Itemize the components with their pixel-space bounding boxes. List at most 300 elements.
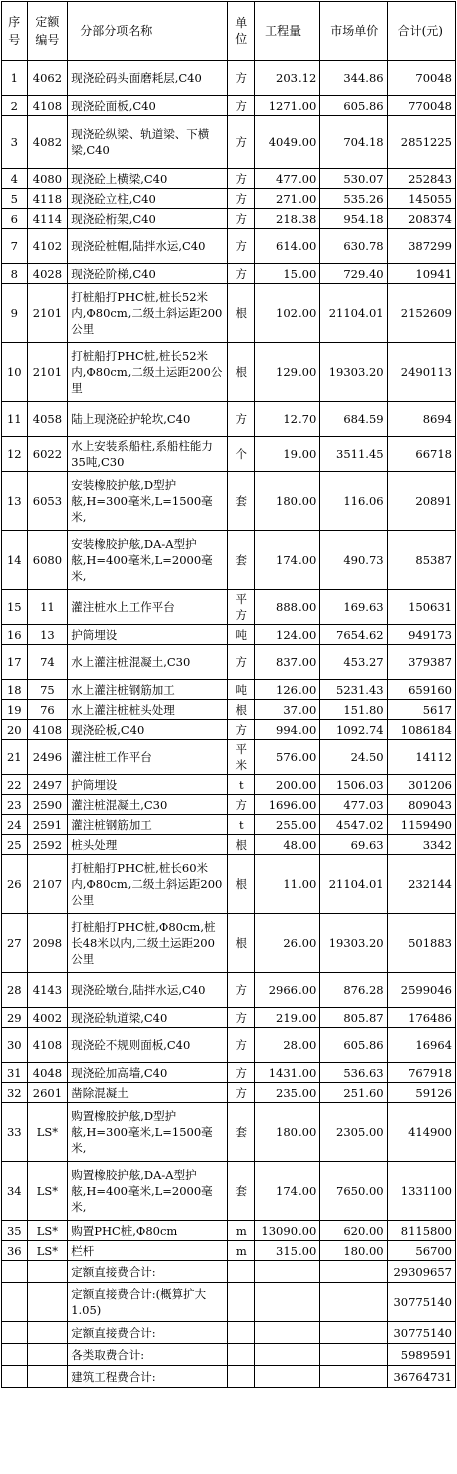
row-total: 232144: [387, 855, 455, 914]
summary-row: [2, 1261, 456, 1283]
table-row: [2, 402, 456, 437]
row-code: 2497: [27, 775, 68, 795]
row-total: 659160: [387, 680, 455, 700]
row-unit: 套: [228, 1162, 255, 1221]
row-name: 购置橡胶护舷,D型护舷,H=300毫米,L=1500毫米,: [68, 1103, 228, 1162]
row-price: 1092.74: [320, 720, 387, 740]
row-price: 477.03: [320, 795, 387, 815]
row-seq: 26: [2, 855, 28, 914]
row-total: 16964: [387, 1028, 455, 1063]
row-unit: 根: [228, 914, 255, 973]
row-qty: 1431.00: [255, 1063, 320, 1083]
row-code: 2591: [27, 815, 68, 835]
row-price: 5231.43: [320, 680, 387, 700]
table-row: [2, 645, 456, 680]
row-qty: 614.00: [255, 229, 320, 264]
row-code: LS*: [27, 1103, 68, 1162]
row-price: 21104.01: [320, 855, 387, 914]
row-unit: 方: [228, 1008, 255, 1028]
row-seq: 6: [2, 209, 28, 229]
row-total: 66718: [387, 437, 455, 472]
row-unit: 根: [228, 855, 255, 914]
table-row: [2, 209, 456, 229]
row-name: 打桩船打PHC桩,桩长52米内,Φ80cm,二级土斜运距200公里: [68, 284, 228, 343]
row-qty: 1696.00: [255, 795, 320, 815]
row-unit: 方: [228, 189, 255, 209]
summary-blank: [228, 1322, 255, 1344]
row-code: 4114: [27, 209, 68, 229]
row-seq: 31: [2, 1063, 28, 1083]
row-price: 605.86: [320, 1028, 387, 1063]
row-qty: 12.70: [255, 402, 320, 437]
row-unit: 方: [228, 1063, 255, 1083]
row-code: 2101: [27, 343, 68, 402]
row-total: 8115800: [387, 1221, 455, 1241]
row-name: 现浇砼纵梁、轨道梁、下横梁,C40: [68, 116, 228, 169]
row-code: 4082: [27, 116, 68, 169]
row-seq: 12: [2, 437, 28, 472]
row-name: 灌注桩混凝土,C30: [68, 795, 228, 815]
row-unit: 套: [228, 531, 255, 590]
row-qty: 218.38: [255, 209, 320, 229]
row-qty: 219.00: [255, 1008, 320, 1028]
row-name: 现浇砼板,C40: [68, 720, 228, 740]
row-code: 2107: [27, 855, 68, 914]
row-unit: 吨: [228, 625, 255, 645]
row-code: LS*: [27, 1162, 68, 1221]
row-unit: 根: [228, 343, 255, 402]
row-unit: 方: [228, 720, 255, 740]
summary-blank: [320, 1261, 387, 1283]
row-qty: 102.00: [255, 284, 320, 343]
summary-blank: [320, 1366, 387, 1388]
table-row: [2, 437, 456, 472]
table-row: [2, 169, 456, 189]
row-unit: 方: [228, 973, 255, 1008]
row-name: 安装橡胶护舷,DA-A型护舷,H=400毫米,L=2000毫米,: [68, 531, 228, 590]
row-name: 现浇砼码头面磨耗层,C40: [68, 61, 228, 96]
row-code: 4062: [27, 61, 68, 96]
header-total: 合计(元): [387, 2, 455, 61]
table-row: [2, 815, 456, 835]
table-row: [2, 61, 456, 96]
header-price: 市场单价: [320, 2, 387, 61]
row-unit: 方: [228, 209, 255, 229]
table-row: [2, 531, 456, 590]
summary-blank: [228, 1283, 255, 1322]
header-code: 定额编号: [27, 2, 68, 61]
row-name: 水上灌注桩混凝土,C30: [68, 645, 228, 680]
row-seq: 30: [2, 1028, 28, 1063]
table-row: [2, 973, 456, 1008]
row-total: 501883: [387, 914, 455, 973]
row-qty: 15.00: [255, 264, 320, 284]
row-seq: 17: [2, 645, 28, 680]
table-row: [2, 1221, 456, 1241]
row-code: 2496: [27, 740, 68, 775]
row-qty: 1271.00: [255, 96, 320, 116]
row-qty: 576.00: [255, 740, 320, 775]
row-price: 3511.45: [320, 437, 387, 472]
row-price: 4547.02: [320, 815, 387, 835]
row-code: 4048: [27, 1063, 68, 1083]
row-unit: 根: [228, 284, 255, 343]
row-total: 59126: [387, 1083, 455, 1103]
row-code: 6080: [27, 531, 68, 590]
row-total: 10941: [387, 264, 455, 284]
row-qty: 180.00: [255, 472, 320, 531]
row-total: 208374: [387, 209, 455, 229]
row-total: 2599046: [387, 973, 455, 1008]
row-unit: 根: [228, 835, 255, 855]
row-unit: 方: [228, 645, 255, 680]
table-row: [2, 189, 456, 209]
row-price: 805.87: [320, 1008, 387, 1028]
row-seq: 2: [2, 96, 28, 116]
row-qty: 174.00: [255, 531, 320, 590]
row-price: 344.86: [320, 61, 387, 96]
row-price: 2305.00: [320, 1103, 387, 1162]
row-total: 414900: [387, 1103, 455, 1162]
row-name: 打桩船打PHC桩,桩长52米内,Φ80cm,二级土运距200公里: [68, 343, 228, 402]
row-code: 4118: [27, 189, 68, 209]
row-code: 75: [27, 680, 68, 700]
row-name: 现浇砼桩帽,陆拌水运,C40: [68, 229, 228, 264]
row-price: 704.18: [320, 116, 387, 169]
row-seq: 4: [2, 169, 28, 189]
table-row: [2, 700, 456, 720]
table-row: [2, 96, 456, 116]
row-seq: 20: [2, 720, 28, 740]
row-total: 949173: [387, 625, 455, 645]
row-price: 530.07: [320, 169, 387, 189]
header-row: [2, 2, 456, 61]
row-seq: 25: [2, 835, 28, 855]
row-total: 770048: [387, 96, 455, 116]
row-total: 3342: [387, 835, 455, 855]
summary-label: 建筑工程费合计:: [68, 1366, 228, 1388]
table-row: [2, 1083, 456, 1103]
summary-total: 29309657: [387, 1261, 455, 1283]
row-unit: 个: [228, 437, 255, 472]
row-price: 7654.62: [320, 625, 387, 645]
row-qty: 200.00: [255, 775, 320, 795]
table-row: [2, 1241, 456, 1261]
table-row: [2, 590, 456, 625]
row-seq: 8: [2, 264, 28, 284]
row-total: 176486: [387, 1008, 455, 1028]
table-row: [2, 1063, 456, 1083]
row-unit: 平米: [228, 740, 255, 775]
row-qty: 48.00: [255, 835, 320, 855]
summary-blank: [255, 1283, 320, 1322]
row-qty: 126.00: [255, 680, 320, 700]
row-price: 954.18: [320, 209, 387, 229]
row-unit: 方: [228, 795, 255, 815]
row-seq: 13: [2, 472, 28, 531]
summary-blank: [320, 1322, 387, 1344]
row-total: 767918: [387, 1063, 455, 1083]
table-row: [2, 284, 456, 343]
summary-blank: [27, 1322, 68, 1344]
row-unit: m: [228, 1221, 255, 1241]
row-qty: 28.00: [255, 1028, 320, 1063]
row-seq: 34: [2, 1162, 28, 1221]
row-seq: 11: [2, 402, 28, 437]
row-total: 2490113: [387, 343, 455, 402]
table-row: [2, 625, 456, 645]
table-row: [2, 775, 456, 795]
table-row: [2, 1008, 456, 1028]
row-price: 7650.00: [320, 1162, 387, 1221]
row-seq: 5: [2, 189, 28, 209]
row-seq: 1: [2, 61, 28, 96]
row-price: 19303.20: [320, 343, 387, 402]
summary-blank: [228, 1344, 255, 1366]
table-row: [2, 914, 456, 973]
row-qty: 124.00: [255, 625, 320, 645]
table-row: [2, 472, 456, 531]
table-row: [2, 116, 456, 169]
row-total: 2851225: [387, 116, 455, 169]
row-name: 水上灌注桩钢筋加工: [68, 680, 228, 700]
row-qty: 477.00: [255, 169, 320, 189]
row-unit: 方: [228, 402, 255, 437]
row-unit: 方: [228, 229, 255, 264]
row-qty: 13090.00: [255, 1221, 320, 1241]
header-name: 分部分项名称: [68, 2, 228, 61]
row-price: 729.40: [320, 264, 387, 284]
table-row: [2, 1028, 456, 1063]
row-unit: 方: [228, 96, 255, 116]
row-qty: 19.00: [255, 437, 320, 472]
row-seq: 23: [2, 795, 28, 815]
row-unit: t: [228, 815, 255, 835]
header-seq: 序号: [2, 2, 28, 61]
row-name: 现浇砼桁架,C40: [68, 209, 228, 229]
row-seq: 16: [2, 625, 28, 645]
table-row: [2, 1103, 456, 1162]
row-price: 69.63: [320, 835, 387, 855]
table-row: [2, 740, 456, 775]
row-qty: 174.00: [255, 1162, 320, 1221]
row-seq: 32: [2, 1083, 28, 1103]
summary-blank: [27, 1344, 68, 1366]
row-name: 灌注桩钢筋加工: [68, 815, 228, 835]
row-price: 605.86: [320, 96, 387, 116]
summary-label: 定额直接费合计:: [68, 1261, 228, 1283]
row-name: 安装橡胶护舷,D型护舷,H=300毫米,L=1500毫米,: [68, 472, 228, 531]
row-unit: 根: [228, 700, 255, 720]
table-row: [2, 1162, 456, 1221]
table-row: [2, 264, 456, 284]
row-price: 1506.03: [320, 775, 387, 795]
row-name: 水上灌注桩桩头处理: [68, 700, 228, 720]
row-price: 116.06: [320, 472, 387, 531]
row-price: 536.63: [320, 1063, 387, 1083]
row-qty: 994.00: [255, 720, 320, 740]
row-qty: 26.00: [255, 914, 320, 973]
table-row: [2, 835, 456, 855]
summary-blank: [255, 1261, 320, 1283]
row-price: 251.60: [320, 1083, 387, 1103]
row-unit: 方: [228, 169, 255, 189]
summary-blank: [27, 1366, 68, 1388]
row-total: 379387: [387, 645, 455, 680]
row-code: 4108: [27, 720, 68, 740]
summary-label: 定额直接费合计:(概算扩大 1.05): [68, 1283, 228, 1322]
summary-total: 30775140: [387, 1322, 455, 1344]
summary-blank: [27, 1261, 68, 1283]
row-code: 2590: [27, 795, 68, 815]
row-code: 2101: [27, 284, 68, 343]
row-price: 620.00: [320, 1221, 387, 1241]
row-price: 169.63: [320, 590, 387, 625]
row-name: 打桩船打PHC桩,桩长60米内,Φ80cm,二级土斜运距200公里: [68, 855, 228, 914]
table-row: [2, 229, 456, 264]
row-unit: 方: [228, 61, 255, 96]
row-seq: 10: [2, 343, 28, 402]
summary-label: 各类取费合计:: [68, 1344, 228, 1366]
row-total: 809043: [387, 795, 455, 815]
row-unit: 方: [228, 1028, 255, 1063]
row-code: 76: [27, 700, 68, 720]
row-name: 护筒埋设: [68, 625, 228, 645]
row-code: 6053: [27, 472, 68, 531]
summary-label: 定额直接费合计:: [68, 1322, 228, 1344]
summary-blank: [2, 1322, 28, 1344]
summary-blank: [255, 1344, 320, 1366]
summary-blank: [228, 1366, 255, 1388]
row-total: 8694: [387, 402, 455, 437]
row-code: 6022: [27, 437, 68, 472]
row-unit: 方: [228, 116, 255, 169]
row-name: 现浇砼阶梯,C40: [68, 264, 228, 284]
row-unit: 套: [228, 1103, 255, 1162]
row-price: 24.50: [320, 740, 387, 775]
row-seq: 14: [2, 531, 28, 590]
row-total: 252843: [387, 169, 455, 189]
row-seq: 22: [2, 775, 28, 795]
row-total: 85387: [387, 531, 455, 590]
row-unit: 套: [228, 472, 255, 531]
row-unit: 吨: [228, 680, 255, 700]
row-price: 876.28: [320, 973, 387, 1008]
row-code: 2601: [27, 1083, 68, 1103]
summary-blank: [320, 1283, 387, 1322]
row-code: 74: [27, 645, 68, 680]
row-seq: 21: [2, 740, 28, 775]
table-row: [2, 680, 456, 700]
row-qty: 315.00: [255, 1241, 320, 1261]
row-price: 180.00: [320, 1241, 387, 1261]
row-price: 630.78: [320, 229, 387, 264]
row-seq: 36: [2, 1241, 28, 1261]
row-code: 4002: [27, 1008, 68, 1028]
row-total: 56700: [387, 1241, 455, 1261]
row-total: 301206: [387, 775, 455, 795]
row-seq: 29: [2, 1008, 28, 1028]
row-name: 购置橡胶护舷,DA-A型护舷,H=400毫米,L=2000毫米,: [68, 1162, 228, 1221]
row-qty: 2966.00: [255, 973, 320, 1008]
row-qty: 837.00: [255, 645, 320, 680]
table-row: [2, 795, 456, 815]
row-qty: 255.00: [255, 815, 320, 835]
summary-total: 5989591: [387, 1344, 455, 1366]
row-qty: 235.00: [255, 1083, 320, 1103]
row-name: 桩头处理: [68, 835, 228, 855]
row-code: LS*: [27, 1221, 68, 1241]
row-code: 4143: [27, 973, 68, 1008]
row-name: 陆上现浇砼护轮坎,C40: [68, 402, 228, 437]
row-code: 11: [27, 590, 68, 625]
row-total: 70048: [387, 61, 455, 96]
row-total: 387299: [387, 229, 455, 264]
row-name: 现浇砼轨道梁,C40: [68, 1008, 228, 1028]
row-seq: 3: [2, 116, 28, 169]
row-total: 2152609: [387, 284, 455, 343]
row-qty: 271.00: [255, 189, 320, 209]
row-price: 684.59: [320, 402, 387, 437]
row-unit: 方: [228, 1083, 255, 1103]
cost-estimate-table: [1, 1, 456, 1388]
row-seq: 27: [2, 914, 28, 973]
header-unit: 单位: [228, 2, 255, 61]
row-code: 4080: [27, 169, 68, 189]
row-name: 现浇砼加高墙,C40: [68, 1063, 228, 1083]
row-total: 1331100: [387, 1162, 455, 1221]
row-unit: t: [228, 775, 255, 795]
row-code: 4102: [27, 229, 68, 264]
row-qty: 4049.00: [255, 116, 320, 169]
row-seq: 7: [2, 229, 28, 264]
row-qty: 37.00: [255, 700, 320, 720]
summary-blank: [2, 1366, 28, 1388]
row-price: 453.27: [320, 645, 387, 680]
row-seq: 18: [2, 680, 28, 700]
row-name: 灌注桩水上工作平台: [68, 590, 228, 625]
row-name: 水上安装系船柱,系船柱能力35吨,C30: [68, 437, 228, 472]
table-row: [2, 855, 456, 914]
row-price: 19303.20: [320, 914, 387, 973]
row-total: 1086184: [387, 720, 455, 740]
summary-blank: [2, 1261, 28, 1283]
row-unit: m: [228, 1241, 255, 1261]
row-code: 4108: [27, 1028, 68, 1063]
row-name: 灌注桩工作平台: [68, 740, 228, 775]
summary-blank: [320, 1344, 387, 1366]
row-qty: 11.00: [255, 855, 320, 914]
summary-blank: [2, 1344, 28, 1366]
row-name: 凿除混凝土: [68, 1083, 228, 1103]
table-row: [2, 720, 456, 740]
row-price: 490.73: [320, 531, 387, 590]
summary-row: [2, 1344, 456, 1366]
row-qty: 203.12: [255, 61, 320, 96]
row-qty: 129.00: [255, 343, 320, 402]
row-seq: 9: [2, 284, 28, 343]
summary-blank: [27, 1283, 68, 1322]
row-name: 护筒埋设: [68, 775, 228, 795]
row-name: 现浇砼上横梁,C40: [68, 169, 228, 189]
row-unit: 平方: [228, 590, 255, 625]
row-qty: 888.00: [255, 590, 320, 625]
row-unit: 方: [228, 264, 255, 284]
row-name: 现浇砼面板,C40: [68, 96, 228, 116]
row-price: 535.26: [320, 189, 387, 209]
row-code: 2592: [27, 835, 68, 855]
summary-row: [2, 1322, 456, 1344]
